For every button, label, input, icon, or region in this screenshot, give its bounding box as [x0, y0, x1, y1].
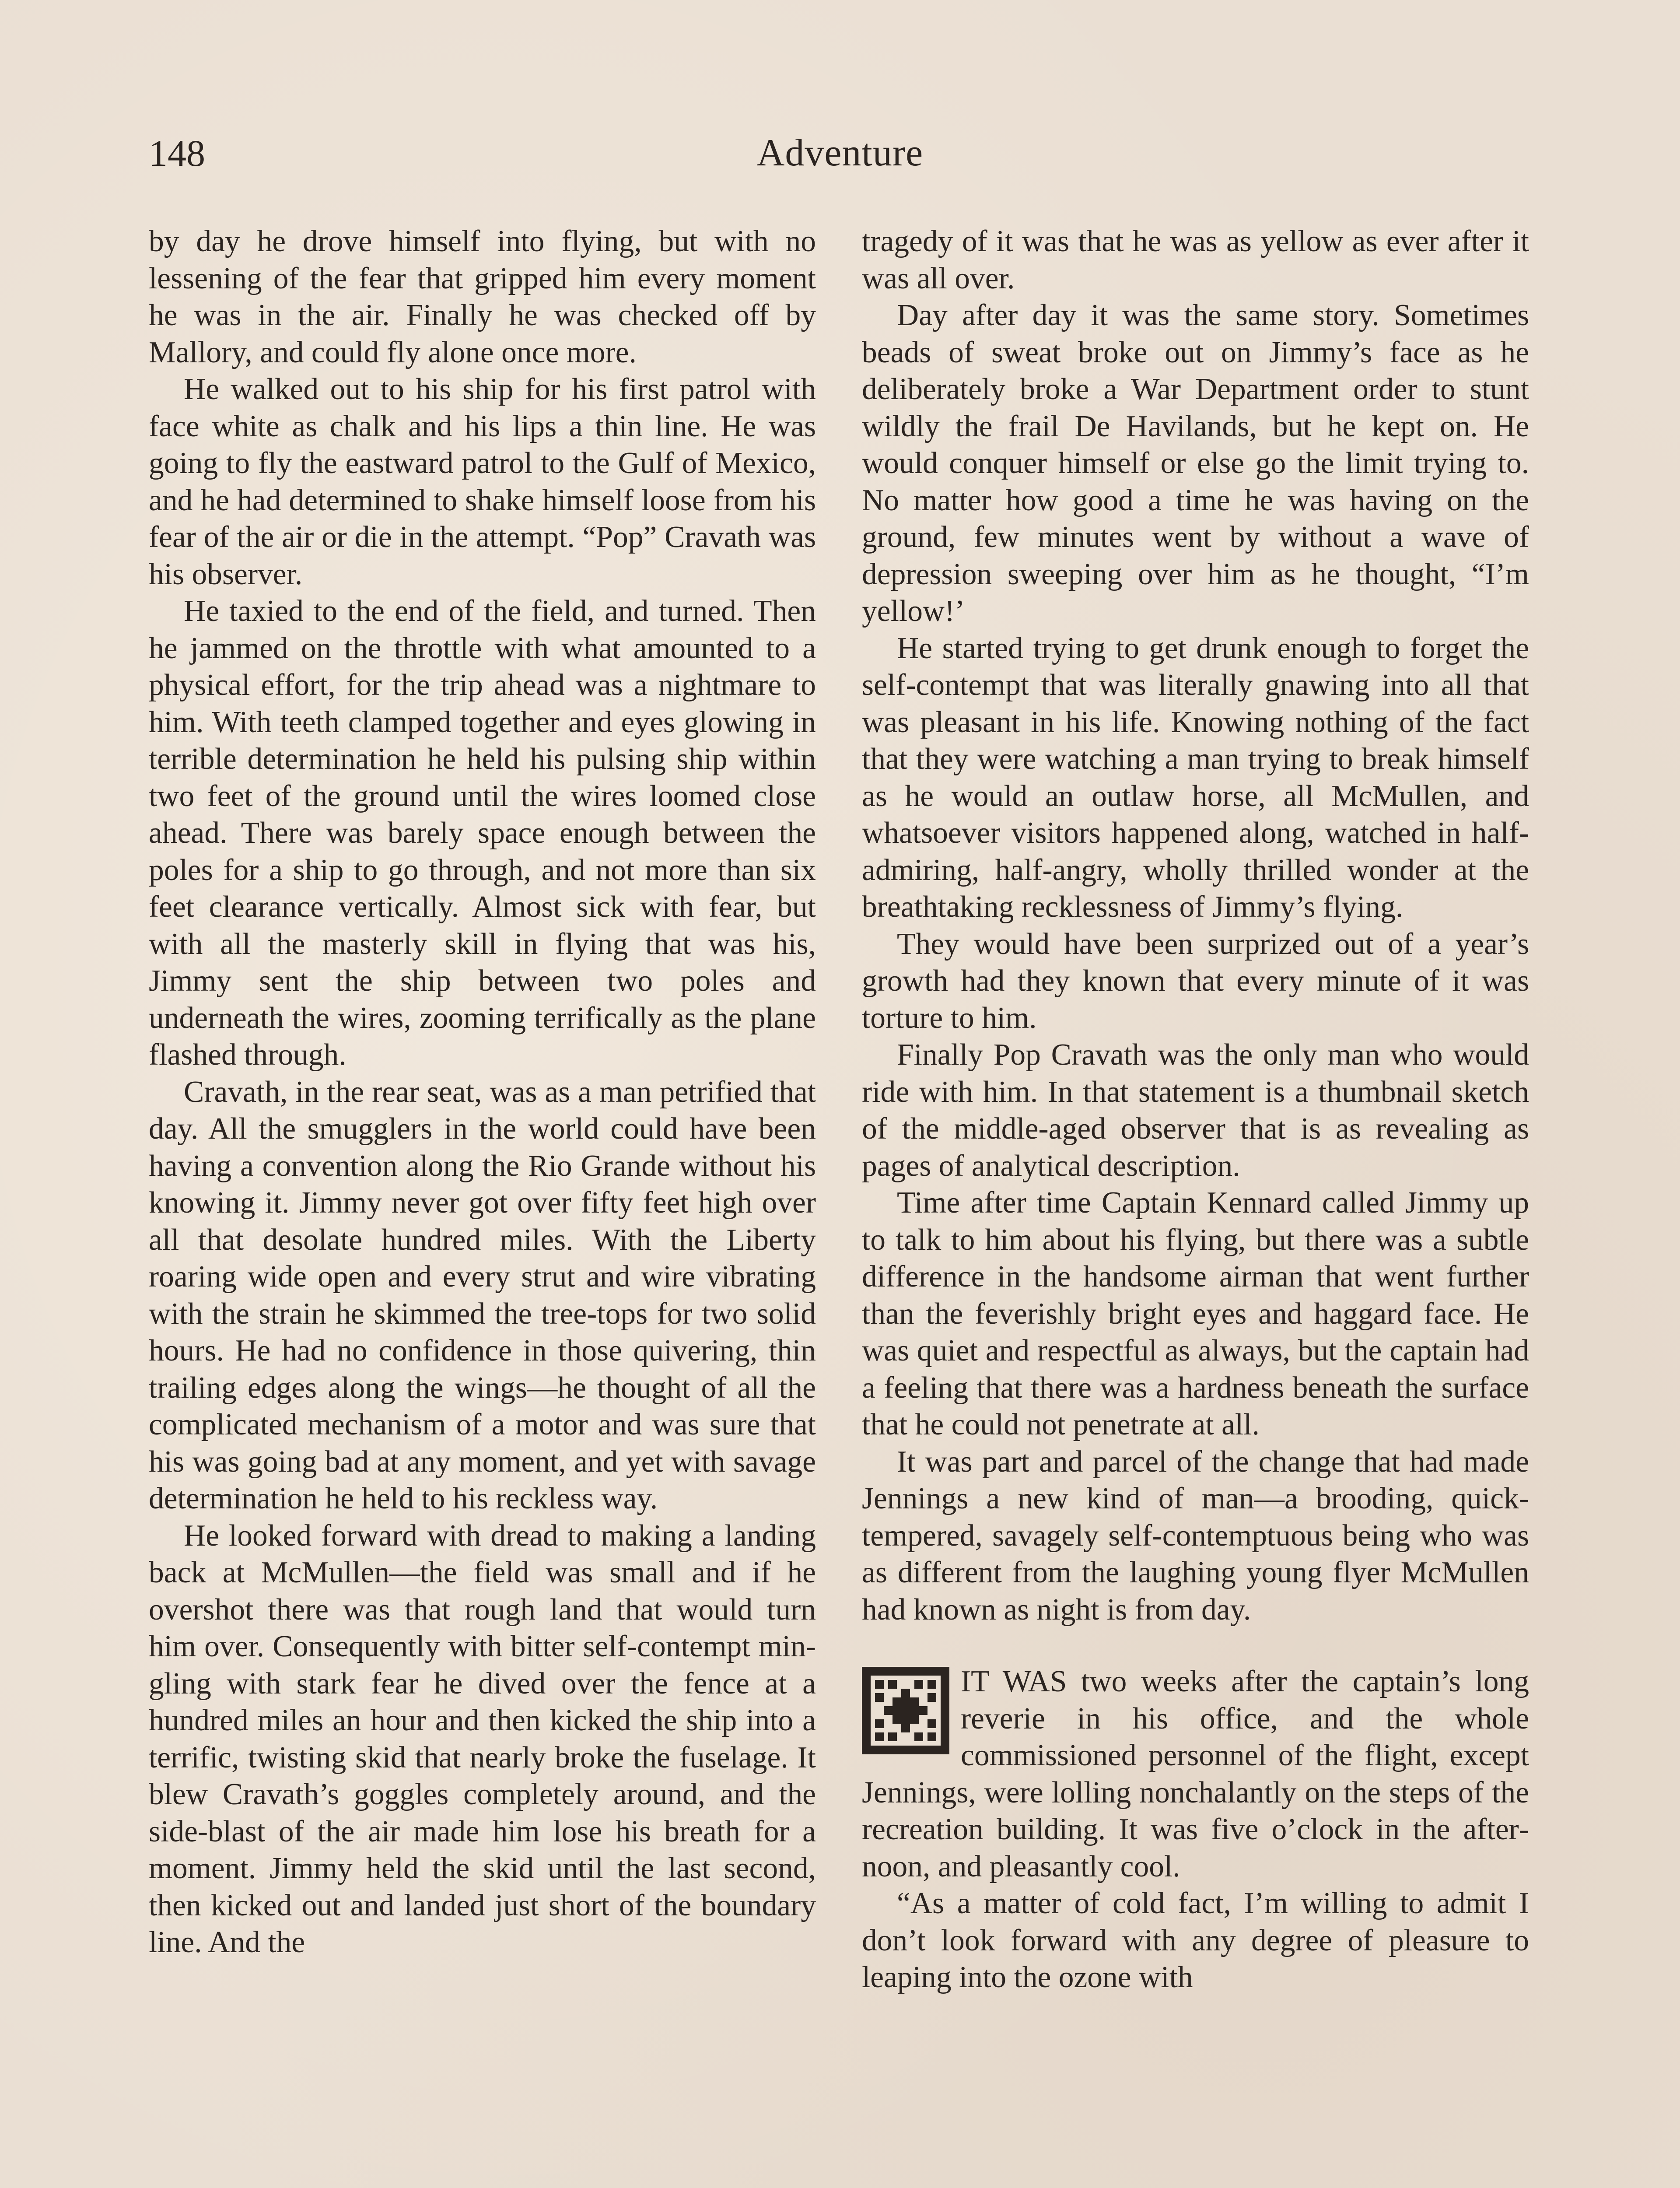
- paragraph: tragedy of it was that he was as yellow as ever after it was all over.: [862, 224, 1529, 295]
- paragraph: He walked out to his ship for his first patrol with face white as chalk and his lips a thin line. He was going to fly the eastward patrol to the Gulf of Mexico, and he had determined to shake himself loose from his fear of the air or die in the attempt. “Pop” Cravath was his observer.: [149, 372, 816, 591]
- left-column: [149, 223, 816, 1961]
- paragraph: They would have been surprized out of a year’s growth had they known that every minute of it was torture to him.: [862, 927, 1529, 1035]
- paragraph: “As a matter of cold fact, I’m willing to admit I don’t look forward with any degree of pleasure to leaping into the ozone with: [862, 1886, 1529, 1994]
- section-ornament-icon: [862, 1667, 949, 1754]
- right-column: [862, 223, 1529, 1996]
- page-number: 148: [149, 132, 205, 174]
- paragraph: Day after day it was the same story. Sometimes beads of sweat broke out on Jimmy’s face as he deliberately broke a War Department order to stunt wildly the frail De Havilands, but he kept on. He would conquer himself or else go the limit trying to. No matter how good a time he was having on the ground, few minutes went by without a wave of depression sweeping over him as he thought, “I’m yellow!’: [862, 298, 1529, 628]
- running-head: Adventure: [756, 132, 924, 174]
- paragraph: Finally Pop Cravath was the only man who would ride with him. In that statement is a thumbnail sketch of the middle-aged observer that is as revealing as pages of analytical description.: [862, 1038, 1529, 1183]
- page-header: [149, 127, 1531, 184]
- paragraph: It was part and parcel of the change that had made Jennings a new kind of man—a brooding, quick-tempered, savagely self-contemptuous being who was as different from the laughing young flyer McMullen had known as night is from day.: [862, 1445, 1529, 1627]
- paragraph: He started trying to get drunk enough to forget the self-contempt that was literally gnawing into all that was pleasant in his life. Knowing nothing of the fact that they were watching a man trying to break himself as he would an outlaw horse, all McMullen, and whatsoever visitors happened along, watched in half-admiring, half-angry, wholly thrilled wonder at the breathtaking recklessness of Jimmy’s flying.: [862, 631, 1529, 924]
- paragraph: He taxied to the end of the field, and turned. Then he jammed on the throttle with what amounted to a physical effort, for the trip ahead was a nightmare to him. With teeth clamped together and eyes glowing in terrible determination he held his pulsing ship within two feet of the ground until the wires loomed close ahead. There was barely space enough between the poles for a ship to go through, and not more than six feet clearance vertically. Almost sick with fear, but with all the masterly skill in flying that was his, Jimmy sent the ship between two poles and underneath the wires, zooming terrifically as the plane flashed through.: [149, 594, 816, 1072]
- paragraph: by day he drove himself into flying, but with no lessening of the fear that gripped him every moment he was in the air. Finally he was checked off by Mallory, and could fly alone once more.: [149, 224, 816, 369]
- paragraph: Cravath, in the rear seat, was as a man petrified that day. All the smugglers in the world could have been having a convention along the Rio Grande without his knowing it. Jimmy never got over fifty feet high over all that desolate hundred miles. With the Liberty roaring wide open and every strut and wire vibrating with the strain he skimmed the tree-tops for two solid hours. He had no confidence in those quivering, thin trailing edges along the wings—he thought of all the complicated mechanism of a motor and was sure that his was going bad at any moment, and yet with savage determination he held to his reckless way.: [149, 1075, 816, 1515]
- paragraph: He looked forward with dread to making a landing back at McMullen—the field was small and if he overshot there was that rough land that would turn him over. Consequently with bitter self-contempt mingling with stark fear he dived over the fence at a hundred miles an hour and then kicked the ship into a terrific, twisting skid that nearly broke the fuselage. It blew Cravath’s goggles completely around, and the side-blast of the air made him lose his breath for a moment. Jimmy held the skid until the last second, then kicked out and landed just short of the boundary line. And the: [149, 1518, 816, 1959]
- paragraph: Time after time Captain Kennard called Jimmy up to talk to him about his flying, but there was a subtle difference in the handsome airman that went further than the feverishly bright eyes and haggard face. He was quiet and respectful as always, but the captain had a feeling that there was a hardness beneath the surface that he could not penetrate at all.: [862, 1186, 1529, 1441]
- paragraph: IT WAS two weeks after the captain’s long reverie in his office, and the whole commissioned personnel of the flight, except Jennings, were lolling nonchalantly on the steps of the recreation building. It was five o’clock in the afternoon, and pleasantly cool.: [862, 1665, 1529, 1883]
- section-break: [862, 1663, 1529, 1996]
